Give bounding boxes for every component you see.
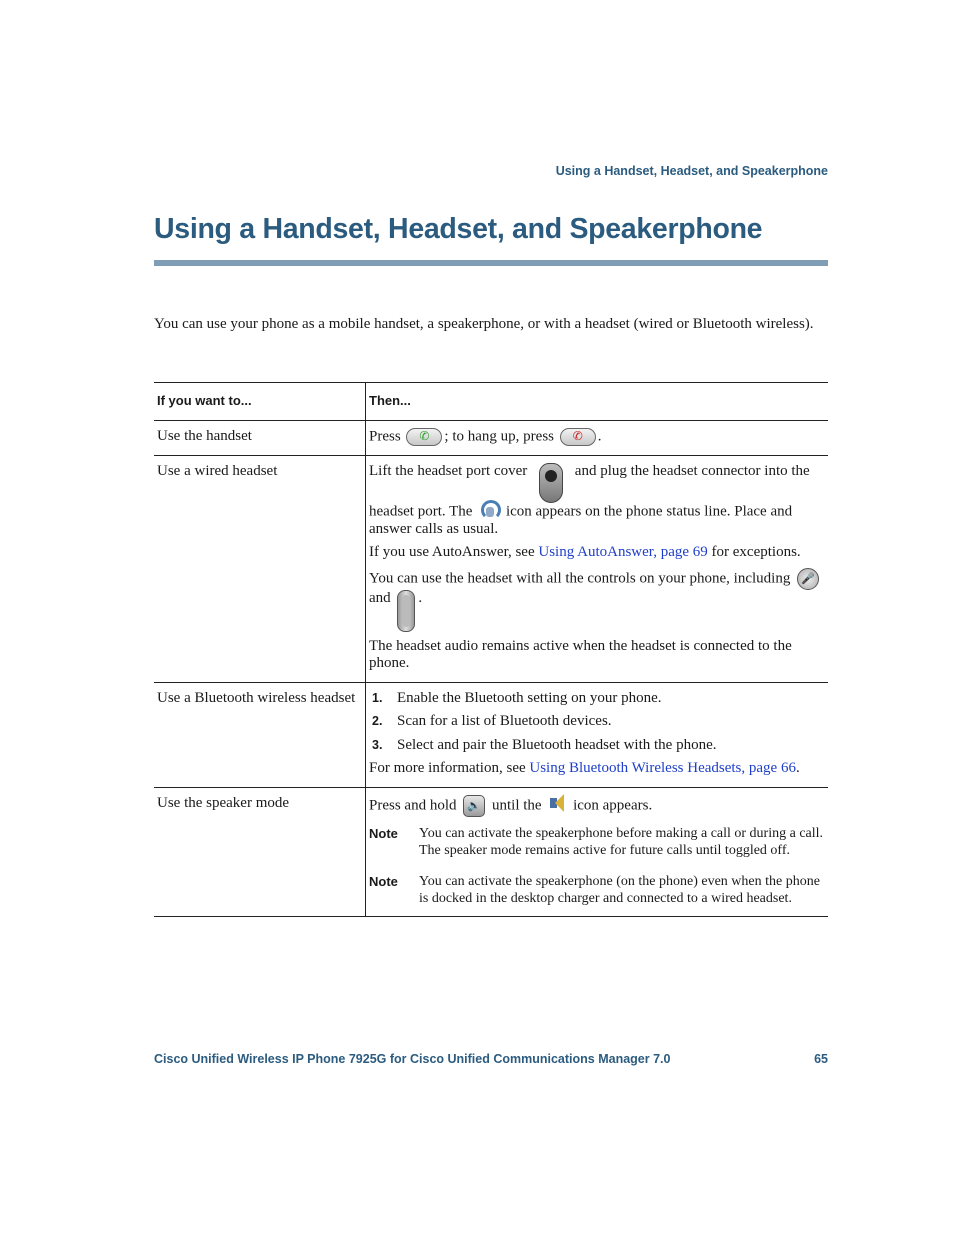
note-block	[369, 873, 825, 907]
usage-table	[154, 382, 828, 917]
note-block	[369, 825, 825, 859]
link-bluetooth-headsets[interactable]: Using Bluetooth Wireless Headsets, page 66	[529, 760, 796, 776]
page-title: Using a Handset, Headset, and Speakerphone	[154, 213, 763, 245]
note-label: Note	[369, 825, 398, 841]
table-row	[154, 787, 828, 916]
speaker-key-icon: 🔈	[463, 795, 485, 817]
table-row	[154, 455, 828, 682]
phone-send-icon: ✆	[406, 428, 442, 446]
note-text: You can activate the speakerphone before making a call or during a call. The speaker mode remains active for future calls until toggled off.	[419, 825, 824, 858]
action-cell: 1. Enable the Bluetooth setting on your phone. 2. Scan for a list of Bluetooth devices. 3. Select and pair the Bluetooth headset with the phone. For more information, see Using Bluetooth Wireless Headsets, page 66.	[366, 682, 829, 787]
table-row	[154, 420, 828, 455]
note-label: Note	[369, 873, 398, 889]
link-using-autoanswer[interactable]: Using AutoAnswer, page 69	[538, 544, 708, 560]
title-rule	[154, 260, 828, 266]
headset-port-cover-icon	[539, 463, 563, 503]
col-header-task: If you want to...	[154, 383, 366, 421]
step-list	[369, 690, 825, 755]
table-row	[154, 682, 828, 787]
task-cell: Use a Bluetooth wireless headset	[154, 682, 366, 787]
page-footer	[154, 1052, 828, 1066]
task-cell: Use a wired headset	[154, 455, 366, 682]
list-item: 3. Select and pair the Bluetooth headset with the phone.	[372, 736, 717, 753]
intro-paragraph: You can use your phone as a mobile handset, a speakerphone, or with a headset (wired or Bluetooth wireless).	[154, 316, 814, 332]
footer-book-title: Cisco Unified Wireless IP Phone 7925G for Cisco Unified Communications Manager 7.0	[154, 1052, 671, 1066]
action-cell: Lift the headset port cover and plug the headset connector into the headset port. The icon appears on the phone status line. Place and answer calls as usual. If you use AutoAnswer, see Using AutoAnswer, page 69 for exceptions. You can use the headset with all the controls on your phone, including 🎤 and . The headset audio remains active when the headset is connected to the phone.	[366, 455, 829, 682]
speakerphone-status-icon	[548, 792, 566, 816]
action-cell: Press ✆ ; to hang up, press ✆ .	[366, 420, 829, 455]
note-text: You can activate the speakerphone (on the phone) even when the phone is docked in the desktop charger and connected to a wired headset.	[419, 873, 820, 906]
task-cell: Use the handset	[154, 420, 366, 455]
headset-status-icon	[478, 499, 500, 521]
col-header-action: Then...	[366, 383, 829, 421]
table-header-row	[154, 383, 828, 421]
list-item: 2. Scan for a list of Bluetooth devices.	[372, 713, 612, 729]
list-item: 1. Enable the Bluetooth setting on your phone.	[372, 689, 662, 706]
task-cell: Use the speaker mode	[154, 787, 366, 916]
phone-end-icon: ✆	[560, 428, 596, 446]
page-number: 65	[814, 1052, 828, 1066]
running-header: Using a Handset, Headset, and Speakerphone	[555, 164, 828, 178]
mute-button-icon: 🎤	[797, 568, 819, 590]
volume-button-icon	[397, 590, 415, 632]
action-cell: Press and hold 🔈 until the icon appears. Note You can activate the speakerphone before making a call or during a call. The speaker mode remains active for future calls until toggled off. Note You can activate the speakerphone (on the phone) even when the phone is docked in the desktop charger and connected to a wired headset.	[366, 787, 829, 916]
